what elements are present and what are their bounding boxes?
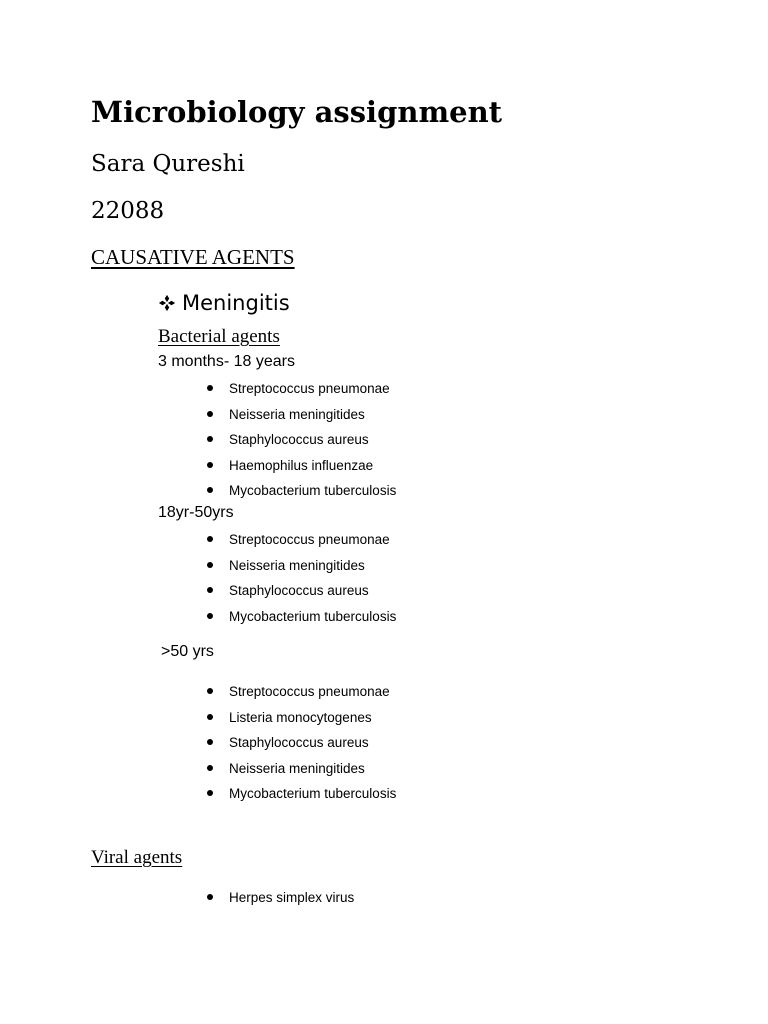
viral-agents-heading: Viral agents: [91, 847, 183, 868]
bullet-dot-icon: [207, 765, 213, 771]
list-item: Herpes simplex virus: [205, 889, 354, 915]
bullet-dot-icon: [207, 462, 213, 468]
bullet-dot-icon: [207, 536, 213, 542]
virus-list: [205, 889, 354, 915]
bullet-dot-icon: [207, 411, 213, 417]
bullet-dot-icon: [207, 790, 213, 796]
list-item: Staphylococcus aureus: [205, 734, 396, 760]
bullet-dot-icon: [207, 487, 213, 493]
list-item: Neisseria meningitides: [205, 760, 396, 786]
bullet-dot-icon: [207, 894, 213, 900]
list-item: Mycobacterium tuberculosis: [205, 608, 396, 634]
bullet-dot-icon: [207, 562, 213, 568]
age-group-label: 18yr-50yrs: [158, 504, 234, 521]
bullet-dot-icon: [207, 714, 213, 720]
list-item: Neisseria meningitides: [205, 406, 396, 432]
list-item: Haemophilus influenzae: [205, 457, 396, 483]
list-item: Listeria monocytogenes: [205, 709, 396, 735]
bullet-dot-icon: [207, 613, 213, 619]
bullet-dot-icon: [207, 739, 213, 745]
list-item: Staphylococcus aureus: [205, 431, 396, 457]
list-item: Neisseria meningitides: [205, 557, 396, 583]
bacteria-list: [205, 531, 396, 633]
list-item: Streptococcus pneumonae: [205, 531, 396, 557]
bullet-dot-icon: [207, 688, 213, 694]
document-title: Microbiology assignment: [91, 95, 503, 129]
diamond-bullet-icon: [158, 294, 176, 312]
list-item: Mycobacterium tuberculosis: [205, 785, 396, 811]
bacterial-agents-heading: Bacterial agents: [158, 326, 280, 347]
bacteria-list: [205, 683, 396, 811]
bullet-dot-icon: [207, 587, 213, 593]
list-item: Streptococcus pneumonae: [205, 380, 396, 406]
bullet-dot-icon: [207, 436, 213, 442]
section-heading: CAUSATIVE AGENTS: [91, 245, 295, 269]
age-group-label: >50 yrs: [161, 643, 214, 660]
author-name: Sara Qureshi: [91, 151, 245, 177]
list-item: Streptococcus pneumonae: [205, 683, 396, 709]
list-item: Staphylococcus aureus: [205, 582, 396, 608]
topic-heading: [158, 288, 290, 318]
bacteria-list: [205, 380, 396, 508]
age-group-label: 3 months- 18 years: [158, 353, 295, 370]
topic-label: Meningitis: [182, 291, 290, 315]
bullet-dot-icon: [207, 385, 213, 391]
list-item: Mycobacterium tuberculosis: [205, 482, 396, 508]
student-id: 22088: [91, 198, 165, 224]
